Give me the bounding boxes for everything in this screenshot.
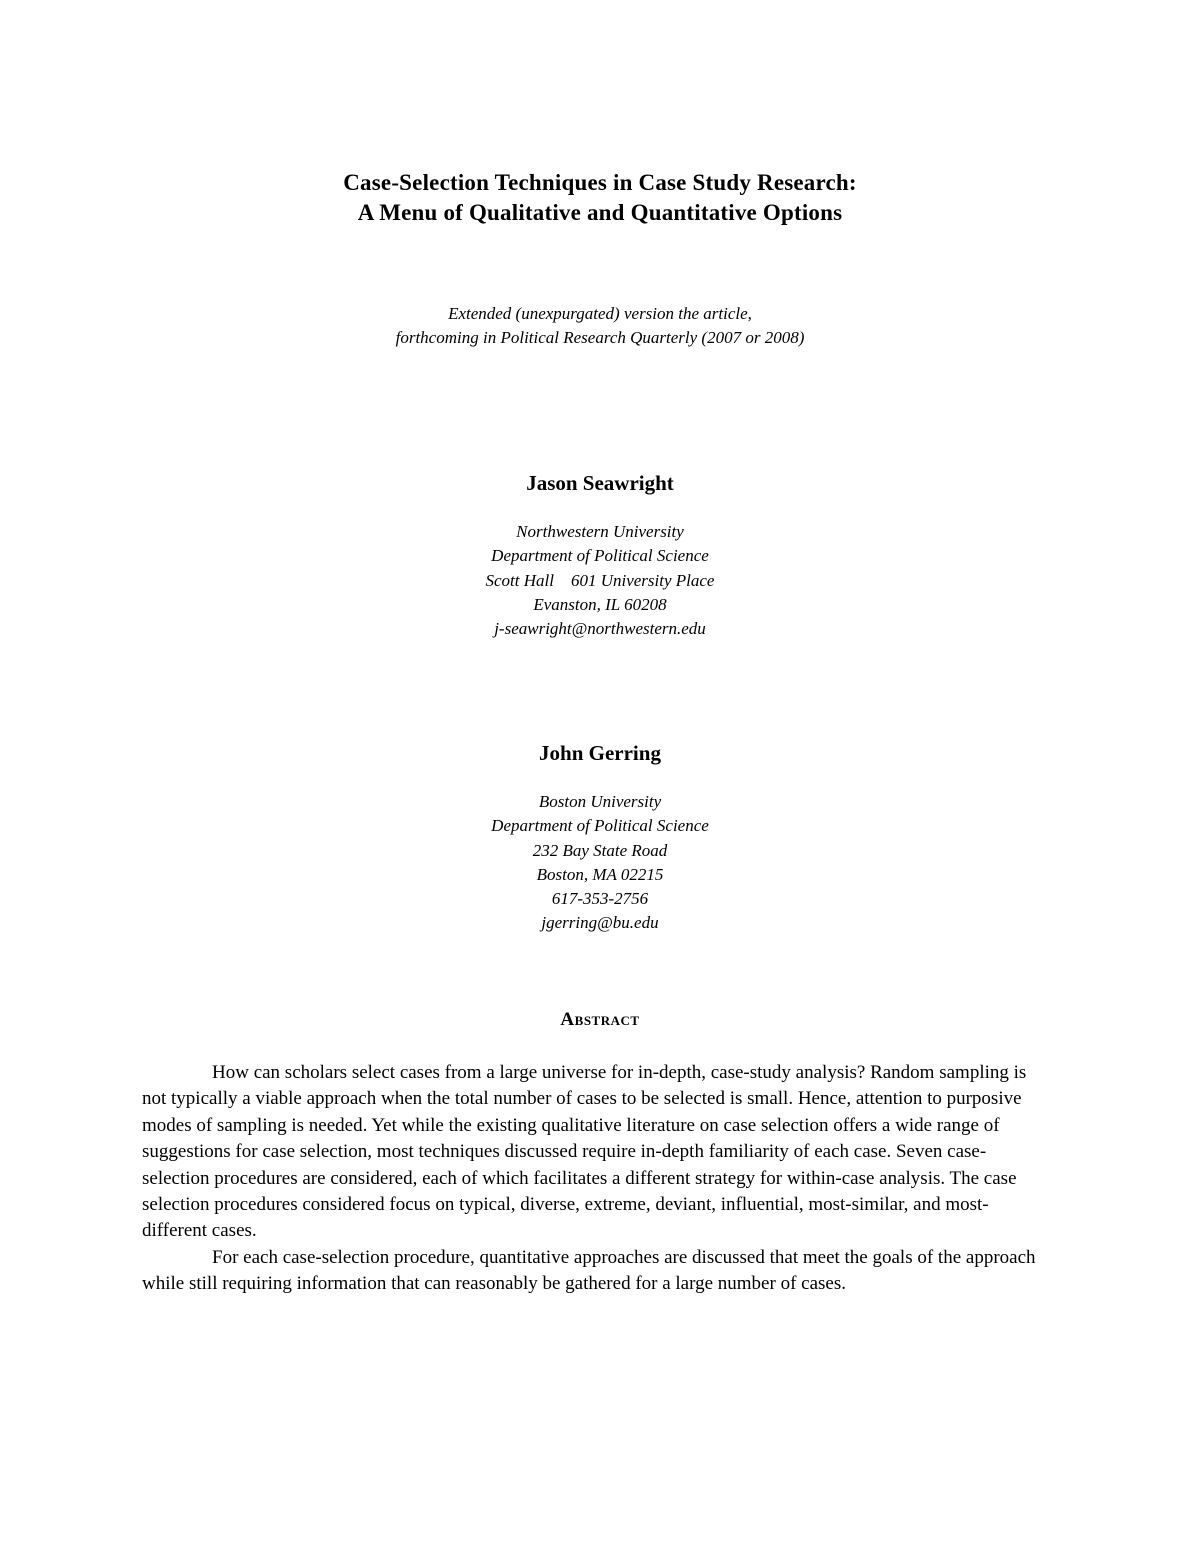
abstract-paragraph: How can scholars select cases from a large universe for in-depth, case-study analysis? Random sampling is not typically a viable approach when the total number of cases to be selected is small. Hence, attention to purposive modes of sampling is needed. Yet while the existing qualitative literature on case selection offers a wide range of suggestions for case selection, most techniques discussed require in-depth familiarity of each case. Seven case-selection procedures are considered, each of which facilitates a different strategy for within-case analysis. The case selection procedures considered focus on typical, diverse, extreme, deviant, influential, most-similar, and most-different cases. — [142, 1062, 1027, 1242]
affiliation-department: Department of Political Science — [491, 546, 709, 566]
affiliation-email: j-seawright@northwestern.edu — [494, 619, 706, 639]
paper-title-line-2: A Menu of Qualitative and Quantitative Options — [357, 200, 843, 225]
affiliation-institution: Northwestern University — [516, 522, 684, 541]
affiliation-address: 232 Bay State Road — [532, 840, 668, 860]
author-name: Jason Seawright — [526, 471, 674, 495]
author-name: John Gerring — [539, 741, 661, 765]
affiliation-institution: Boston University — [538, 792, 662, 811]
abstract-body — [142, 1060, 1052, 1298]
affiliation-city: Boston, MA 02215 — [536, 864, 664, 884]
abstract-heading: Abstract — [560, 1009, 640, 1030]
affiliation-city: Evanston, IL 60208 — [533, 594, 667, 614]
abstract-paragraph: For each case-selection procedure, quantitative approaches are discussed that meet the goals of the approach while still requiring information that can reasonably be gathered for a large number of cases. — [142, 1246, 1036, 1295]
paper-title-line-1: Case-Selection Techniques in Case Study Research: — [343, 170, 857, 195]
affiliation-address: Scott Hall 601 University Place — [485, 570, 715, 590]
publication-note-line-2: forthcoming in Political Research Quarterly (2007 or 2008) — [395, 328, 805, 347]
affiliation-department: Department of Political Science — [491, 816, 709, 836]
author-affiliation — [0, 790, 1200, 936]
affiliation-phone: 617-353-2756 — [551, 889, 649, 909]
author-affiliation — [0, 520, 1200, 641]
publication-note-line-1: Extended (unexpurgated) version the article, — [448, 304, 752, 323]
affiliation-email: jgerring@bu.edu — [541, 913, 659, 933]
